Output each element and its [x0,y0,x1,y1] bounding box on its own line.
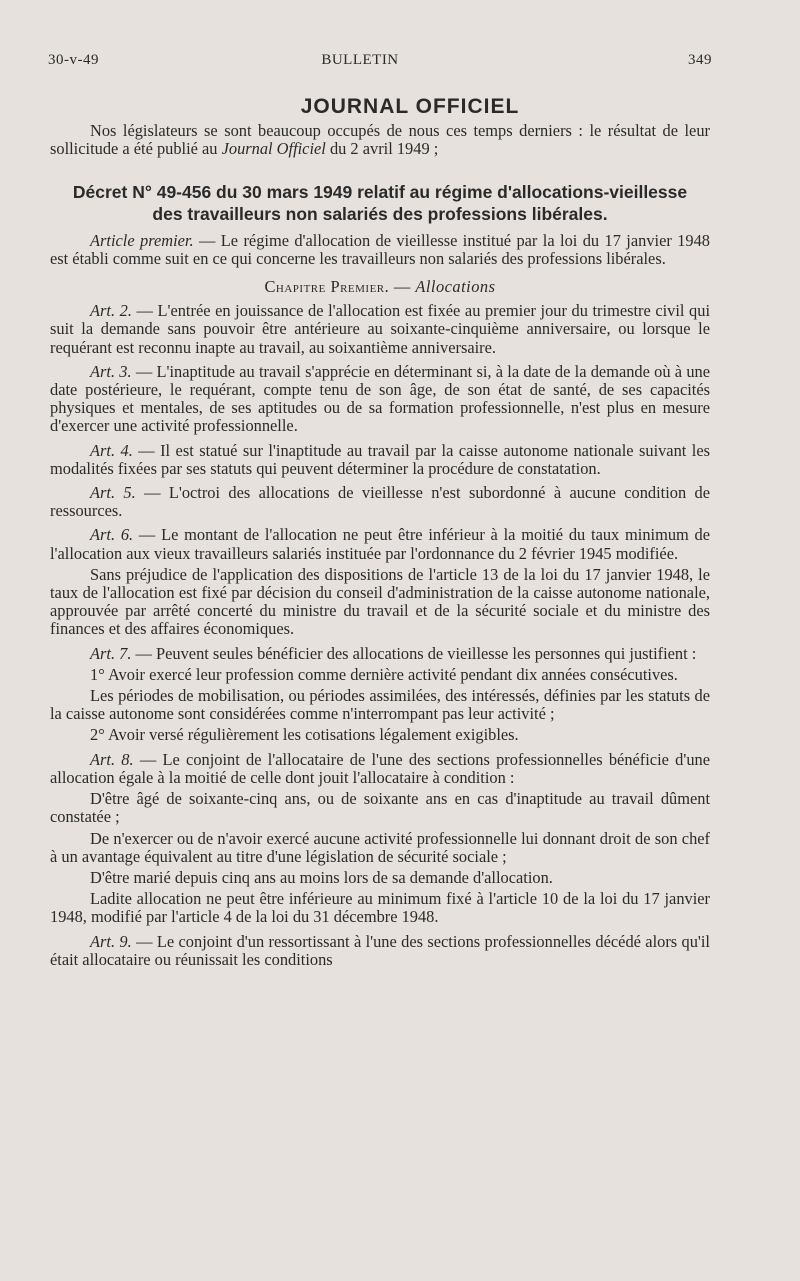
article-8-minimum: Ladite allocation ne peut être inférieure au minimum fixé à l'article 10 de la loi du 17 janvier 1948, modifié par l'article 4 de la loi du 31 décembre 1948. [50,889,710,927]
article-label: Art. 9. [90,931,132,951]
article-8 [50,751,710,787]
chapter-label: Chapitre Premier. [264,277,390,297]
article-label: Art. 6. [90,525,134,545]
intro-text: Nos législateurs se sont beaucoup occupés de nous ces temps derniers : le résultat de leur sollicitude a été publié au [50,121,710,159]
article-label: Article premier. [90,230,194,250]
intro-paragraph [50,122,710,158]
chapter-title: Allocations [415,277,496,297]
article-text: — L'inaptitude au travail s'apprécie en déterminant si, à la date de la demande où à une date postérieure, le requérant, compte tenu de son âge, de son état de santé, de ses capacités physiques et mentales, de ses aptitudes ou de sa formation professionnelle, n'est plus en mesure d'exercer une activité professionnelle. [50,361,710,436]
article-1 [50,232,710,268]
chapter-dash: — [389,277,416,297]
article-8-condition-activity: De n'exercer ou de n'avoir exercé aucune activité professionnelle lui donnant droit de son chef à un avantage équivalent au titre d'une législation de sécurité sociale ; [50,828,710,866]
article-5 [50,484,710,520]
article-7-mobilisation: Les périodes de mobilisation, ou périodes assimilées, des intéressés, définies par les statuts de la caisse autonome sont considérées comme n'interrompant pas leur activité ; [50,686,710,724]
article-6-paragraph-2: Sans préjudice de l'application des dispositions de l'article 13 de la loi du 17 janvier 1948, le taux de l'allocation est fixé par décision du conseil d'administration de la caisse autonome nationale, approuvée par arrêté concerté du ministre du travail et de la sécurité sociale et du ministre des finances et des affaires économiques. [50,564,710,639]
article-4 [50,442,710,478]
article-7-condition-1: 1° Avoir exercé leur profession comme dernière activité pendant dix années consécutives. [90,664,678,684]
article-label: Art. 4. [90,440,133,460]
page-header [48,52,712,76]
article-text: — Peuvent seules bénéficier des allocations de vieillesse les personnes qui justifient : [131,643,697,663]
article-9 [50,933,710,969]
article-7-condition-2: 2° Avoir versé régulièrement les cotisations légalement exigibles. [90,725,519,745]
decree-title: Décret N° 49-456 du 30 mars 1949 relatif au régime d'allocations-vieillesse des travailleurs non salariés des professions libérales. [72,181,688,224]
page-body [50,95,711,969]
article-text: — Le montant de l'allocation ne peut être inférieur à la moitié du taux minimum de l'allocation aux vieux travailleurs salariés instituée par l'ordonnance du 2 février 1945 modifiée. [50,525,711,563]
article-label: Art. 7. [90,643,132,663]
journal-name: Journal Officiel [221,139,326,159]
article-text: — L'octroi des allocations de vieillesse n'est subordonné à aucune condition de ressources. [50,483,711,521]
article-text: — Le conjoint de l'allocataire de l'une des sections professionnelles bénéficie d'une allocation égale à la moitié de celle dont jouit l'allocataire à condition : [50,749,710,787]
article-8-condition-marriage: D'être marié depuis cinq ans au moins lors de sa demande d'allocation. [90,867,553,887]
article-text: — Il est statué sur l'inaptitude au travail par la caisse autonome nationale suivant les modalités fixées par ses statuts qui peuvent déterminer la procédure de constatation. [50,440,710,478]
section-title: JOURNAL OFFICIEL [300,95,520,118]
article-7 [50,645,710,663]
article-label: Art. 8. [90,749,134,769]
article-label: Art. 2. [90,301,132,321]
article-label: Art. 3. [90,361,132,381]
header-page-number: 349 [688,52,712,68]
article-text: — L'entrée en jouissance de l'allocation est fixée au premier jour du trimestre civil qui suit la demande sans pouvoir être antérieure au soixante-cinquième anniversaire, ou lorsque le requérant est reconnu inapte au travail, au soixantième anniversaire. [50,301,711,357]
article-text: — Le régime d'allocation de vieillesse institué par la loi du 17 janvier 1948 est établi comme suit en ce qui concerne les travailleurs non salariés des professions libérales. [50,230,710,268]
article-text: — Le conjoint d'un ressortissant à l'une des sections professionnelles décédé alors qu'il était allocataire ou réunissait les conditions [50,931,710,969]
article-8-condition-age: D'être âgé de soixante-cinq ans, ou de soixante ans en cas d'inaptitude au travail dûment constatée ; [50,789,710,827]
article-label: Art. 5. [90,483,136,503]
article-3 [50,363,710,436]
article-2 [50,302,710,357]
header-date: 30-v-49 [48,52,99,68]
header-publication: BULLETIN [321,52,399,68]
chapter-heading [50,278,710,296]
intro-date: du 2 avril 1949 ; [325,139,439,159]
article-6 [50,526,710,562]
